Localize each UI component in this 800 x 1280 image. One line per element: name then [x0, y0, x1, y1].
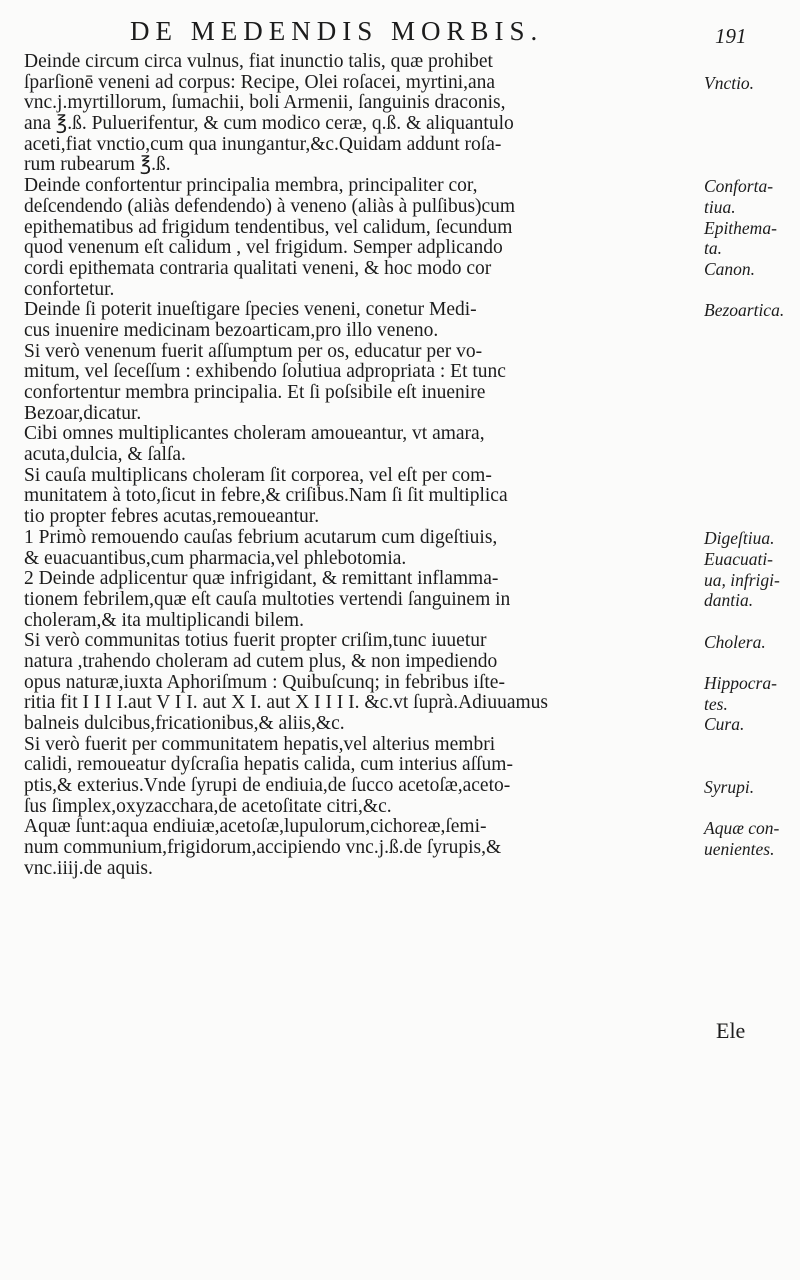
margin-note: Syrupi. [704, 776, 755, 797]
text-line: rum rubearum ℥.ß. [24, 155, 171, 176]
margin-note: uenientes. [704, 838, 775, 859]
text-line: tionem febrilem,quæ eſt cauſa multoties vertendi ſanguinem in [24, 589, 511, 610]
margin-note: Aquæ con- [704, 817, 780, 838]
text-line: vnc.j.myrtillorum, ſumachii, boli Armenii, ſanguinis draconis, [24, 93, 506, 114]
running-head: DE MEDENDIS MORBIS. [130, 16, 544, 46]
text-line: Aquæ ſunt:aqua endiuiæ,acetoſæ,lupulorum,cichoreæ,ſemi- [24, 817, 487, 838]
margin-note: Cholera. [704, 631, 766, 652]
text-line: Deinde confortentur principalia membra, principaliter cor, [24, 176, 478, 197]
text-line: vnc.iiij.de aquis. [24, 858, 153, 879]
text-line: cus inuenire medicinam bezoarticam,pro illo veneno. [24, 320, 439, 341]
main-text-block [24, 52, 684, 880]
text-line: Si verò fuerit per communitatem hepatis,vel alterius membri [24, 734, 496, 755]
text-line: calidi, remoueatur dyſcraſia hepatis calida, cum interius aſſum- [24, 755, 513, 776]
margin-note: Epithema- [704, 217, 777, 238]
margin-note: Bezoartica. [704, 300, 785, 321]
text-line: balneis dulcibus,fricationibus,& aliis,&c. [24, 714, 345, 734]
text-line: cordi epithemata contraria qualitati veneni, & hoc modo cor [24, 258, 492, 279]
text-line: ana ℥.ß. Puluerifentur, & cum modico ceræ, q.ß. & aliquantulo [24, 114, 514, 135]
margin-note: tes. [704, 693, 728, 714]
margin-note: Euacuati- [704, 548, 774, 569]
margin-note: Canon. [704, 259, 756, 279]
margin-note: ua, infrigi- [704, 569, 780, 590]
text-line: Cibi omnes multiplicantes choleram amoueantur, vt amara, [24, 424, 485, 445]
text-line: munitatem à toto,ſicut in febre,& criſibus.Nam ſi ſit multiplica [24, 486, 508, 507]
text-line: epithematibus ad frigidum tendentibus, vel calidum, ſecundum [24, 217, 513, 238]
margin-note: Conforta- [704, 176, 774, 197]
text-line: aceti,fiat vnctio,cum qua inungantur,&c.Quidam addunt roſa- [24, 134, 502, 155]
margin-note: Digeſtiua. [704, 528, 775, 549]
margin-note: ta. [704, 238, 722, 259]
text-line: 2 Deinde adplicentur quæ infrigidant, & remittant inflamma- [24, 569, 499, 590]
catchword: Ele [716, 1018, 746, 1043]
text-line: deſcendendo (aliàs defendendo) à veneno (aliàs à pulſibus)cum [24, 196, 516, 217]
text-line: ſparſionē veneni ad corpus: Recipe, Olei roſacei, myrtini,ana [24, 72, 496, 93]
text-line: ritia fit I I I I.aut V I I. aut X I. aut X I I I I. &c.vt ſuprà.Adiuuamus [24, 693, 549, 714]
text-line: num communium,frigidorum,accipiendo vnc.j.ß.de ſyrupis,& [24, 838, 502, 859]
text-line: acuta,dulcia, & ſalſa. [24, 445, 186, 466]
margin-note: Cura. [704, 714, 745, 735]
text-line: Deinde ſi poterit inueſtigare ſpecies veneni, conetur Medi- [24, 300, 477, 321]
text-line: confortetur. [24, 279, 115, 300]
text-line: opus naturæ,iuxta Aphoriſmum : Quibuſcunq; in febribus iſte- [24, 672, 505, 693]
margin-note: Hippocra- [704, 673, 777, 693]
text-line: choleram,& ita multiplicandi bilem. [24, 610, 304, 631]
margin-note: dantia. [704, 590, 754, 611]
text-line: quod venenum eſt calidum , vel frigidum. Semper adplicando [24, 238, 503, 259]
text-line: ptis,& exterius.Vnde ſyrupi de endiuia,de ſucco acetoſæ,aceto- [24, 776, 511, 797]
margin-note: Vnctio. [704, 72, 755, 93]
text-line: Si cauſa multiplicans choleram ſit corporea, vel eſt per com- [24, 465, 492, 486]
text-line: mitum, vel ſeceſſum : exhibendo ſolutiua adpropriata : Et tunc [24, 362, 506, 383]
text-line: & euacuantibus,cum pharmacia,vel phlebotomia. [24, 548, 407, 569]
text-line: 1 Primò remouendo cauſas febrium acutarum cum digeſtiuis, [24, 527, 498, 548]
text-line: Bezoar,dicatur. [24, 403, 142, 424]
text-line: confortentur membra principalia. Et ſi poſsibile eſt inuenire [24, 383, 486, 403]
text-line: tio propter febres acutas,remoueantur. [24, 507, 320, 528]
text-line: natura ,trahendo choleram ad cutem plus, & non impediendo [24, 651, 498, 672]
margin-note: tiua. [704, 196, 736, 217]
page-number: 191 [715, 24, 747, 48]
text-line: Si verò communitas totius fuerit propter criſim,tunc iuuetur [24, 631, 487, 652]
text-line: ſus ſimplex,oxyzacchara,de acetoſitate citri,&c. [24, 796, 392, 817]
text-line: Deinde circum circa vulnus, fiat inunctio talis, quæ prohibet [24, 52, 493, 72]
text-line: Si verò venenum fuerit aſſumptum per os, educatur per vo- [24, 341, 483, 362]
